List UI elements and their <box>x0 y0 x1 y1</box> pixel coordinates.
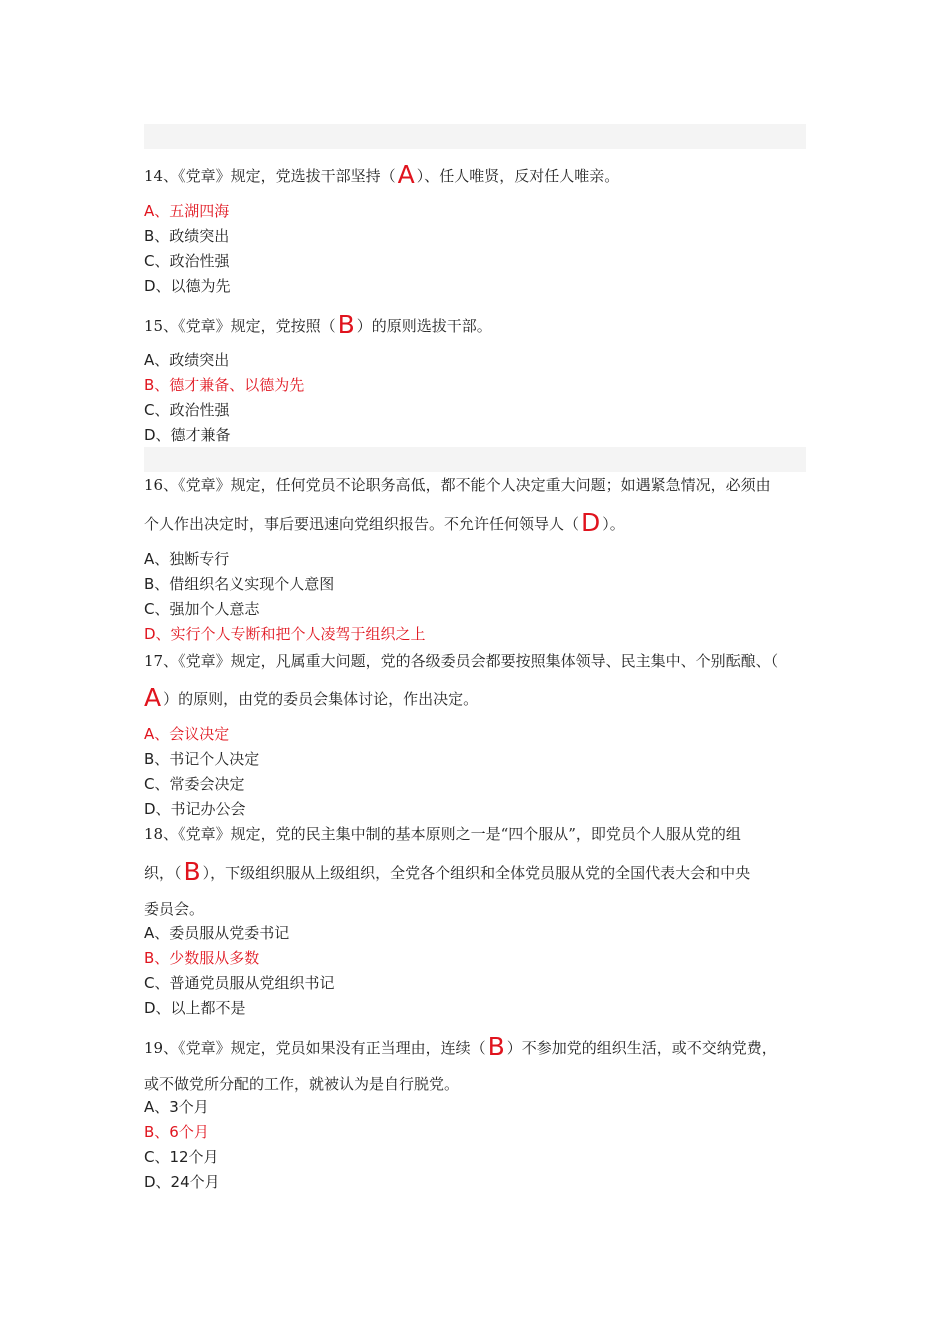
answer-letter: B <box>337 310 355 339</box>
option-d: D、24个月 <box>144 1173 220 1191</box>
answer-letter: A <box>144 683 162 712</box>
question-14 <box>144 160 808 189</box>
option-c: C、普通党员服从党组织书记 <box>144 974 335 992</box>
answer-letter: B <box>183 857 201 886</box>
shaded-band <box>144 124 806 149</box>
question-number: 15 <box>144 317 164 335</box>
option-a: A、委员服从党委书记 <box>144 924 290 942</box>
option-d: D、以上都不是 <box>144 999 246 1017</box>
question-text: 、《党章》规定，凡属重大问题，党的各级委员会都要按照集体领导、民主集中、个别酝酿、（ <box>163 652 779 670</box>
question-18-line-3 <box>144 898 808 920</box>
answer-letter: A <box>397 160 415 189</box>
question-text: 、《党章》规定，党员如果没有正当理由，连续（ <box>163 1039 486 1057</box>
option-a: A、独断专行 <box>144 550 230 568</box>
option-d: D、德才兼备 <box>144 426 231 444</box>
question-18 <box>144 823 808 845</box>
option-b: B、书记个人决定 <box>144 750 260 768</box>
option-a: A、政绩突出 <box>144 351 230 369</box>
option-d: D、以德为先 <box>144 277 231 295</box>
option-c: C、强加个人意志 <box>144 600 260 618</box>
option-b: B、政绩突出 <box>144 227 230 245</box>
question-text: 、《党章》规定，党的民主集中制的基本原则之一是“四个服从”，即党员个人服从党的组 <box>163 825 741 843</box>
option-b: B、少数服从多数 <box>144 949 260 967</box>
option-b: B、借组织名义实现个人意图 <box>144 575 335 593</box>
option-b: B、德才兼备、以德为先 <box>144 376 305 394</box>
question-17-line-2 <box>144 683 808 712</box>
question-16 <box>144 474 808 496</box>
answer-letter: B <box>487 1032 505 1061</box>
question-text: 、《党章》规定，任何党员不论职务高低，都不能个人决定重大问题；如遇紧急情况，必须由 <box>163 476 771 494</box>
shaded-band <box>144 447 806 472</box>
question-number: 14 <box>144 167 164 185</box>
question-19-line-2 <box>144 1073 808 1095</box>
question-text: 个人作出决定时，事后要迅速向党组织报告。不允许任何领导人（ <box>144 515 580 533</box>
question-text: 、《党章》规定，党选拔干部坚持（ <box>163 167 396 185</box>
question-text: ）的原则，由党的委员会集体讨论，作出决定。 <box>163 690 479 708</box>
option-c: C、12个月 <box>144 1148 219 1166</box>
question-text: 或不做党所分配的工作，就被认为是自行脱党。 <box>144 1075 460 1093</box>
option-d: D、实行个人专断和把个人凌驾于组织之上 <box>144 625 426 643</box>
question-number: 19 <box>144 1039 164 1057</box>
question-text: ），下级组织服从上级组织，全党各个组织和全体党员服从党的全国代表大会和中央 <box>202 864 751 882</box>
question-16-line-2 <box>144 508 808 537</box>
question-number: 18 <box>144 825 164 843</box>
question-text: ）不参加党的组织生活，或不交纳党费， <box>506 1039 777 1057</box>
question-18-line-2 <box>144 857 808 886</box>
question-number: 16 <box>144 476 164 494</box>
option-a: A、3个月 <box>144 1098 209 1116</box>
option-a: A、会议决定 <box>144 725 230 743</box>
question-text: ）。 <box>602 515 625 533</box>
question-19 <box>144 1032 808 1061</box>
option-c: C、政治性强 <box>144 401 230 419</box>
question-text: 、《党章》规定，党按照（ <box>163 317 336 335</box>
question-text: ）、任人唯贤，反对任人唯亲。 <box>416 167 620 185</box>
option-d: D、书记办公会 <box>144 800 246 818</box>
answer-letter: D <box>581 508 601 537</box>
question-text: 织，（ <box>144 864 182 882</box>
option-c: C、常委会决定 <box>144 775 245 793</box>
question-text: ）的原则选拔干部。 <box>356 317 492 335</box>
option-a: A、五湖四海 <box>144 202 230 220</box>
question-17 <box>144 650 808 672</box>
question-text: 委员会。 <box>144 900 205 918</box>
option-c: C、政治性强 <box>144 252 230 270</box>
question-15 <box>144 310 808 339</box>
question-number: 17 <box>144 652 164 670</box>
option-b: B、6个月 <box>144 1123 209 1141</box>
